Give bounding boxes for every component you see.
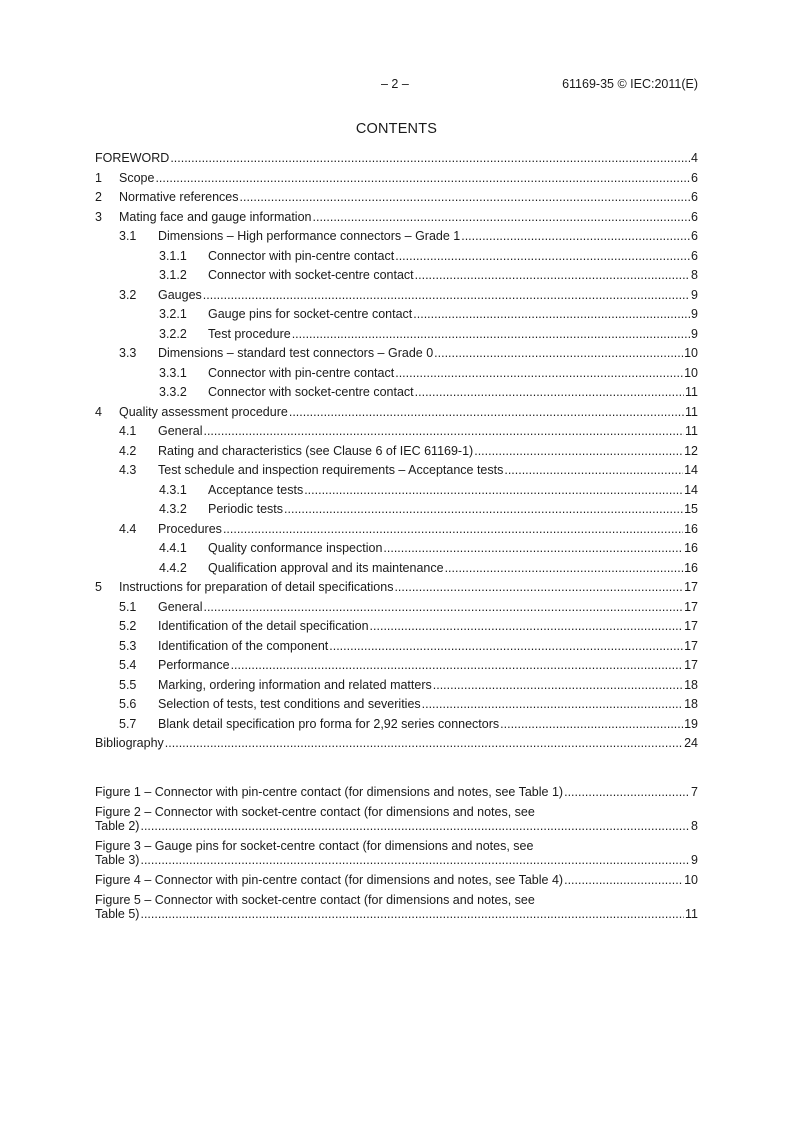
- toc-entry-number: 3.1: [119, 229, 137, 243]
- toc-entry-page: 14: [684, 463, 698, 477]
- figure-caption: Figure 3 – Gauge pins for socket-centre contact (for dimensions and notes, see: [95, 839, 534, 853]
- toc-entry-number: 3.1.1: [159, 248, 187, 263]
- toc-entry-page: 16: [684, 521, 698, 536]
- figure-caption-continued: Table 2): [95, 819, 140, 833]
- toc-entry[interactable]: [95, 288, 698, 308]
- figure-page: 11: [685, 907, 698, 921]
- dot-leader: [415, 268, 690, 283]
- toc-entry-number: 5.4: [119, 658, 137, 672]
- toc-entry-title: Test schedule and inspection requirements – Acceptance tests: [158, 463, 504, 477]
- dot-leader: [564, 785, 690, 799]
- toc-entry[interactable]: [95, 736, 698, 756]
- toc-entry-title: Selection of tests, test conditions and severities: [158, 697, 421, 711]
- toc-entry-number: 3.2: [119, 287, 137, 302]
- toc-entry-number: 5.1: [119, 599, 137, 614]
- dot-leader: [500, 717, 683, 732]
- toc-entry[interactable]: [95, 697, 698, 717]
- toc-entry-title: Periodic tests: [208, 502, 284, 516]
- dot-leader: [445, 561, 684, 576]
- toc-entry[interactable]: [95, 717, 698, 737]
- toc-entry[interactable]: [95, 249, 698, 269]
- toc-entry-title: Scope: [119, 170, 155, 185]
- toc-entry[interactable]: [95, 307, 698, 327]
- list-of-figures: [95, 785, 698, 927]
- dot-leader: [240, 190, 691, 205]
- dot-leader: [223, 522, 683, 537]
- toc-entry-number: 5.7: [119, 716, 137, 731]
- toc-entry-page: 11: [685, 385, 698, 399]
- toc-entry-title: Blank detail specification pro forma for 2,92 series connectors: [158, 716, 500, 731]
- figure-entry[interactable]: [95, 839, 698, 867]
- toc-entry-number: 3.3.2: [159, 385, 187, 399]
- dot-leader: [313, 210, 691, 225]
- toc-entry[interactable]: [95, 522, 698, 542]
- dot-leader: [231, 658, 684, 673]
- figure-caption: Figure 2 – Connector with socket-centre contact (for dimensions and notes, see: [95, 805, 535, 819]
- toc-entry-number: 5.5: [119, 677, 137, 692]
- toc-entry[interactable]: [95, 541, 698, 561]
- toc-entry-page: 17: [684, 619, 698, 633]
- page-number: – 2 –: [381, 77, 409, 91]
- figure-page: 10: [684, 873, 698, 887]
- toc-entry-page: 17: [684, 638, 698, 653]
- dot-leader: [461, 229, 690, 244]
- dot-leader: [504, 463, 683, 478]
- dot-leader: [370, 619, 684, 634]
- toc-entry-number: 3.3: [119, 346, 137, 360]
- toc-entry-page: 6: [691, 190, 698, 204]
- dot-leader: [140, 907, 684, 921]
- toc-entry-title: Gauges: [158, 287, 202, 302]
- toc-entry[interactable]: [95, 658, 698, 678]
- toc-entry-title: Performance: [158, 658, 230, 672]
- dot-leader: [203, 424, 684, 439]
- dot-leader: [155, 171, 690, 186]
- toc-entry-page: 6: [691, 248, 698, 263]
- toc-entry-title: Connector with socket-centre contact: [208, 268, 414, 282]
- toc-entry-number: 4.1: [119, 424, 137, 438]
- toc-entry-title: Qualification approval and its maintenance: [208, 560, 444, 575]
- dot-leader: [395, 249, 690, 264]
- toc-entry-page: 8: [691, 268, 698, 282]
- toc-entry[interactable]: [95, 678, 698, 698]
- page-header: [0, 77, 793, 93]
- toc-entry-number: 4.2: [119, 443, 137, 458]
- dot-leader: [383, 541, 683, 556]
- toc-entry-number: 5: [95, 580, 102, 594]
- figure-caption: Figure 4 – Connector with pin-centre contact (for dimensions and notes, see Table 4): [95, 873, 564, 887]
- dot-leader: [395, 366, 683, 381]
- dot-leader: [170, 151, 690, 166]
- toc-entry-number: 5.3: [119, 638, 137, 653]
- toc-entry[interactable]: [95, 424, 698, 444]
- toc-entry-title: Connector with socket-centre contact: [208, 385, 414, 399]
- dot-leader: [304, 483, 683, 498]
- toc-entry[interactable]: [95, 561, 698, 581]
- figure-entry[interactable]: [95, 873, 698, 887]
- toc-entry-number: 2: [95, 190, 102, 204]
- toc-entry-page: 16: [684, 560, 698, 575]
- toc-entry-number: 3.2.2: [159, 326, 187, 341]
- toc-entry-page: 9: [691, 326, 698, 341]
- toc-entry-page: 9: [691, 287, 698, 302]
- figure-entry[interactable]: [95, 893, 698, 921]
- toc-entry-page: 11: [685, 424, 698, 438]
- toc-entry-title: Mating face and gauge information: [119, 209, 312, 224]
- toc-entry-page: 17: [684, 658, 698, 672]
- toc-entry-number: 5.2: [119, 619, 137, 633]
- table-of-contents: [95, 151, 698, 756]
- toc-entry-page: 18: [684, 677, 698, 692]
- figure-caption: Figure 1 – Connector with pin-centre contact (for dimensions and notes, see Table 1): [95, 785, 564, 799]
- dot-leader: [394, 580, 683, 595]
- dot-leader: [165, 736, 683, 751]
- toc-entry[interactable]: [95, 268, 698, 288]
- figure-caption: Figure 5 – Connector with socket-centre contact (for dimensions and notes, see: [95, 893, 535, 907]
- toc-entry[interactable]: [95, 463, 698, 483]
- toc-entry[interactable]: [95, 210, 698, 230]
- toc-entry-title: FOREWORD: [95, 151, 170, 165]
- figure-caption-continued: Table 5): [95, 907, 140, 921]
- toc-entry-page: 11: [685, 404, 698, 419]
- toc-entry-page: 18: [684, 697, 698, 711]
- toc-entry-number: 3: [95, 209, 102, 224]
- toc-entry-number: 3.2.1: [159, 307, 187, 321]
- toc-entry-title: Dimensions – standard test connectors – Grade 0: [158, 346, 434, 360]
- dot-leader: [433, 678, 683, 693]
- dot-leader: [434, 346, 683, 361]
- toc-entry-page: 9: [691, 307, 698, 321]
- toc-entry-title: Rating and characteristics (see Clause 6 of IEC 61169-1): [158, 443, 474, 458]
- dot-leader: [415, 385, 684, 400]
- dot-leader: [292, 327, 690, 342]
- dot-leader: [422, 697, 683, 712]
- toc-entry-title: General: [158, 424, 203, 438]
- toc-entry[interactable]: [95, 580, 698, 600]
- toc-entry-title: Normative references: [119, 190, 239, 204]
- toc-entry-title: Quality conformance inspection: [208, 541, 383, 555]
- toc-entry-page: 10: [684, 346, 698, 360]
- toc-entry[interactable]: [95, 619, 698, 639]
- toc-entry-title: Bibliography: [95, 736, 164, 750]
- figure-page: 7: [691, 785, 698, 799]
- figure-entry[interactable]: [95, 805, 698, 833]
- toc-entry-page: 17: [684, 599, 698, 614]
- toc-entry-page: 24: [684, 736, 698, 750]
- toc-entry[interactable]: [95, 327, 698, 347]
- dot-leader: [474, 444, 683, 459]
- dot-leader: [203, 600, 683, 615]
- dot-leader: [329, 639, 683, 654]
- toc-entry-title: Dimensions – High performance connectors – Grade 1: [158, 229, 461, 243]
- contents-title: CONTENTS: [355, 121, 438, 137]
- toc-entry-page: 12: [684, 443, 698, 458]
- toc-entry[interactable]: [95, 366, 698, 386]
- toc-entry-number: 4.4: [119, 521, 137, 536]
- toc-entry-title: Identification of the component: [158, 638, 329, 653]
- toc-entry-title: Quality assessment procedure: [119, 404, 288, 419]
- dot-leader: [140, 853, 690, 867]
- toc-entry-title: Acceptance tests: [208, 482, 304, 497]
- toc-entry[interactable]: [95, 385, 698, 405]
- toc-entry-title: Test procedure: [208, 326, 291, 341]
- figure-page: 8: [691, 819, 698, 833]
- toc-entry[interactable]: [95, 502, 698, 522]
- toc-entry[interactable]: [95, 600, 698, 620]
- toc-entry-title: General: [158, 599, 203, 614]
- toc-entry[interactable]: [95, 346, 698, 366]
- toc-entry-page: 6: [691, 229, 698, 243]
- toc-entry-page: 15: [684, 502, 698, 516]
- dot-leader: [284, 502, 683, 517]
- toc-entry[interactable]: [95, 483, 698, 503]
- toc-entry-page: 6: [691, 209, 698, 224]
- toc-entry[interactable]: [95, 190, 698, 210]
- document-reference: 61169-35 © IEC:2011(E): [562, 77, 698, 91]
- figure-entry[interactable]: [95, 785, 698, 799]
- toc-entry-page: 4: [691, 151, 698, 165]
- toc-entry-number: 4.3.1: [159, 482, 187, 497]
- dot-leader: [413, 307, 690, 322]
- toc-entry-page: 16: [684, 541, 698, 555]
- toc-entry[interactable]: [95, 444, 698, 464]
- toc-entry[interactable]: [95, 639, 698, 659]
- toc-entry-number: 3.3.1: [159, 365, 187, 380]
- toc-entry[interactable]: [95, 171, 698, 191]
- toc-entry-page: 17: [684, 580, 698, 594]
- toc-entry-title: Procedures: [158, 521, 222, 536]
- figure-caption-continued: Table 3): [95, 853, 140, 867]
- toc-entry-number: 4: [95, 404, 102, 419]
- toc-entry-page: 14: [684, 482, 698, 497]
- toc-entry-title: Gauge pins for socket-centre contact: [208, 307, 413, 321]
- dot-leader: [140, 819, 690, 833]
- toc-entry-title: Instructions for preparation of detail specifications: [119, 580, 394, 594]
- toc-entry-number: 5.6: [119, 697, 137, 711]
- toc-entry-title: Connector with pin-centre contact: [208, 248, 395, 263]
- toc-entry[interactable]: [95, 151, 698, 171]
- dot-leader: [289, 405, 684, 420]
- toc-entry-page: 10: [684, 365, 698, 380]
- toc-entry-page: 6: [691, 170, 698, 185]
- toc-entry-number: 1: [95, 170, 102, 185]
- toc-entry-number: 4.3: [119, 463, 137, 477]
- dot-leader: [564, 873, 683, 887]
- toc-entry-number: 4.4.1: [159, 541, 187, 555]
- toc-entry-number: 4.4.2: [159, 560, 187, 575]
- figure-page: 9: [691, 853, 698, 867]
- toc-entry-number: 3.1.2: [159, 268, 187, 282]
- toc-entry[interactable]: [95, 405, 698, 425]
- toc-entry-title: Identification of the detail specification: [158, 619, 369, 633]
- toc-entry-title: Marking, ordering information and related matters: [158, 677, 432, 692]
- toc-entry-title: Connector with pin-centre contact: [208, 365, 395, 380]
- toc-entry-page: 19: [684, 716, 698, 731]
- toc-entry-number: 4.3.2: [159, 502, 187, 516]
- toc-entry[interactable]: [95, 229, 698, 249]
- dot-leader: [203, 288, 690, 303]
